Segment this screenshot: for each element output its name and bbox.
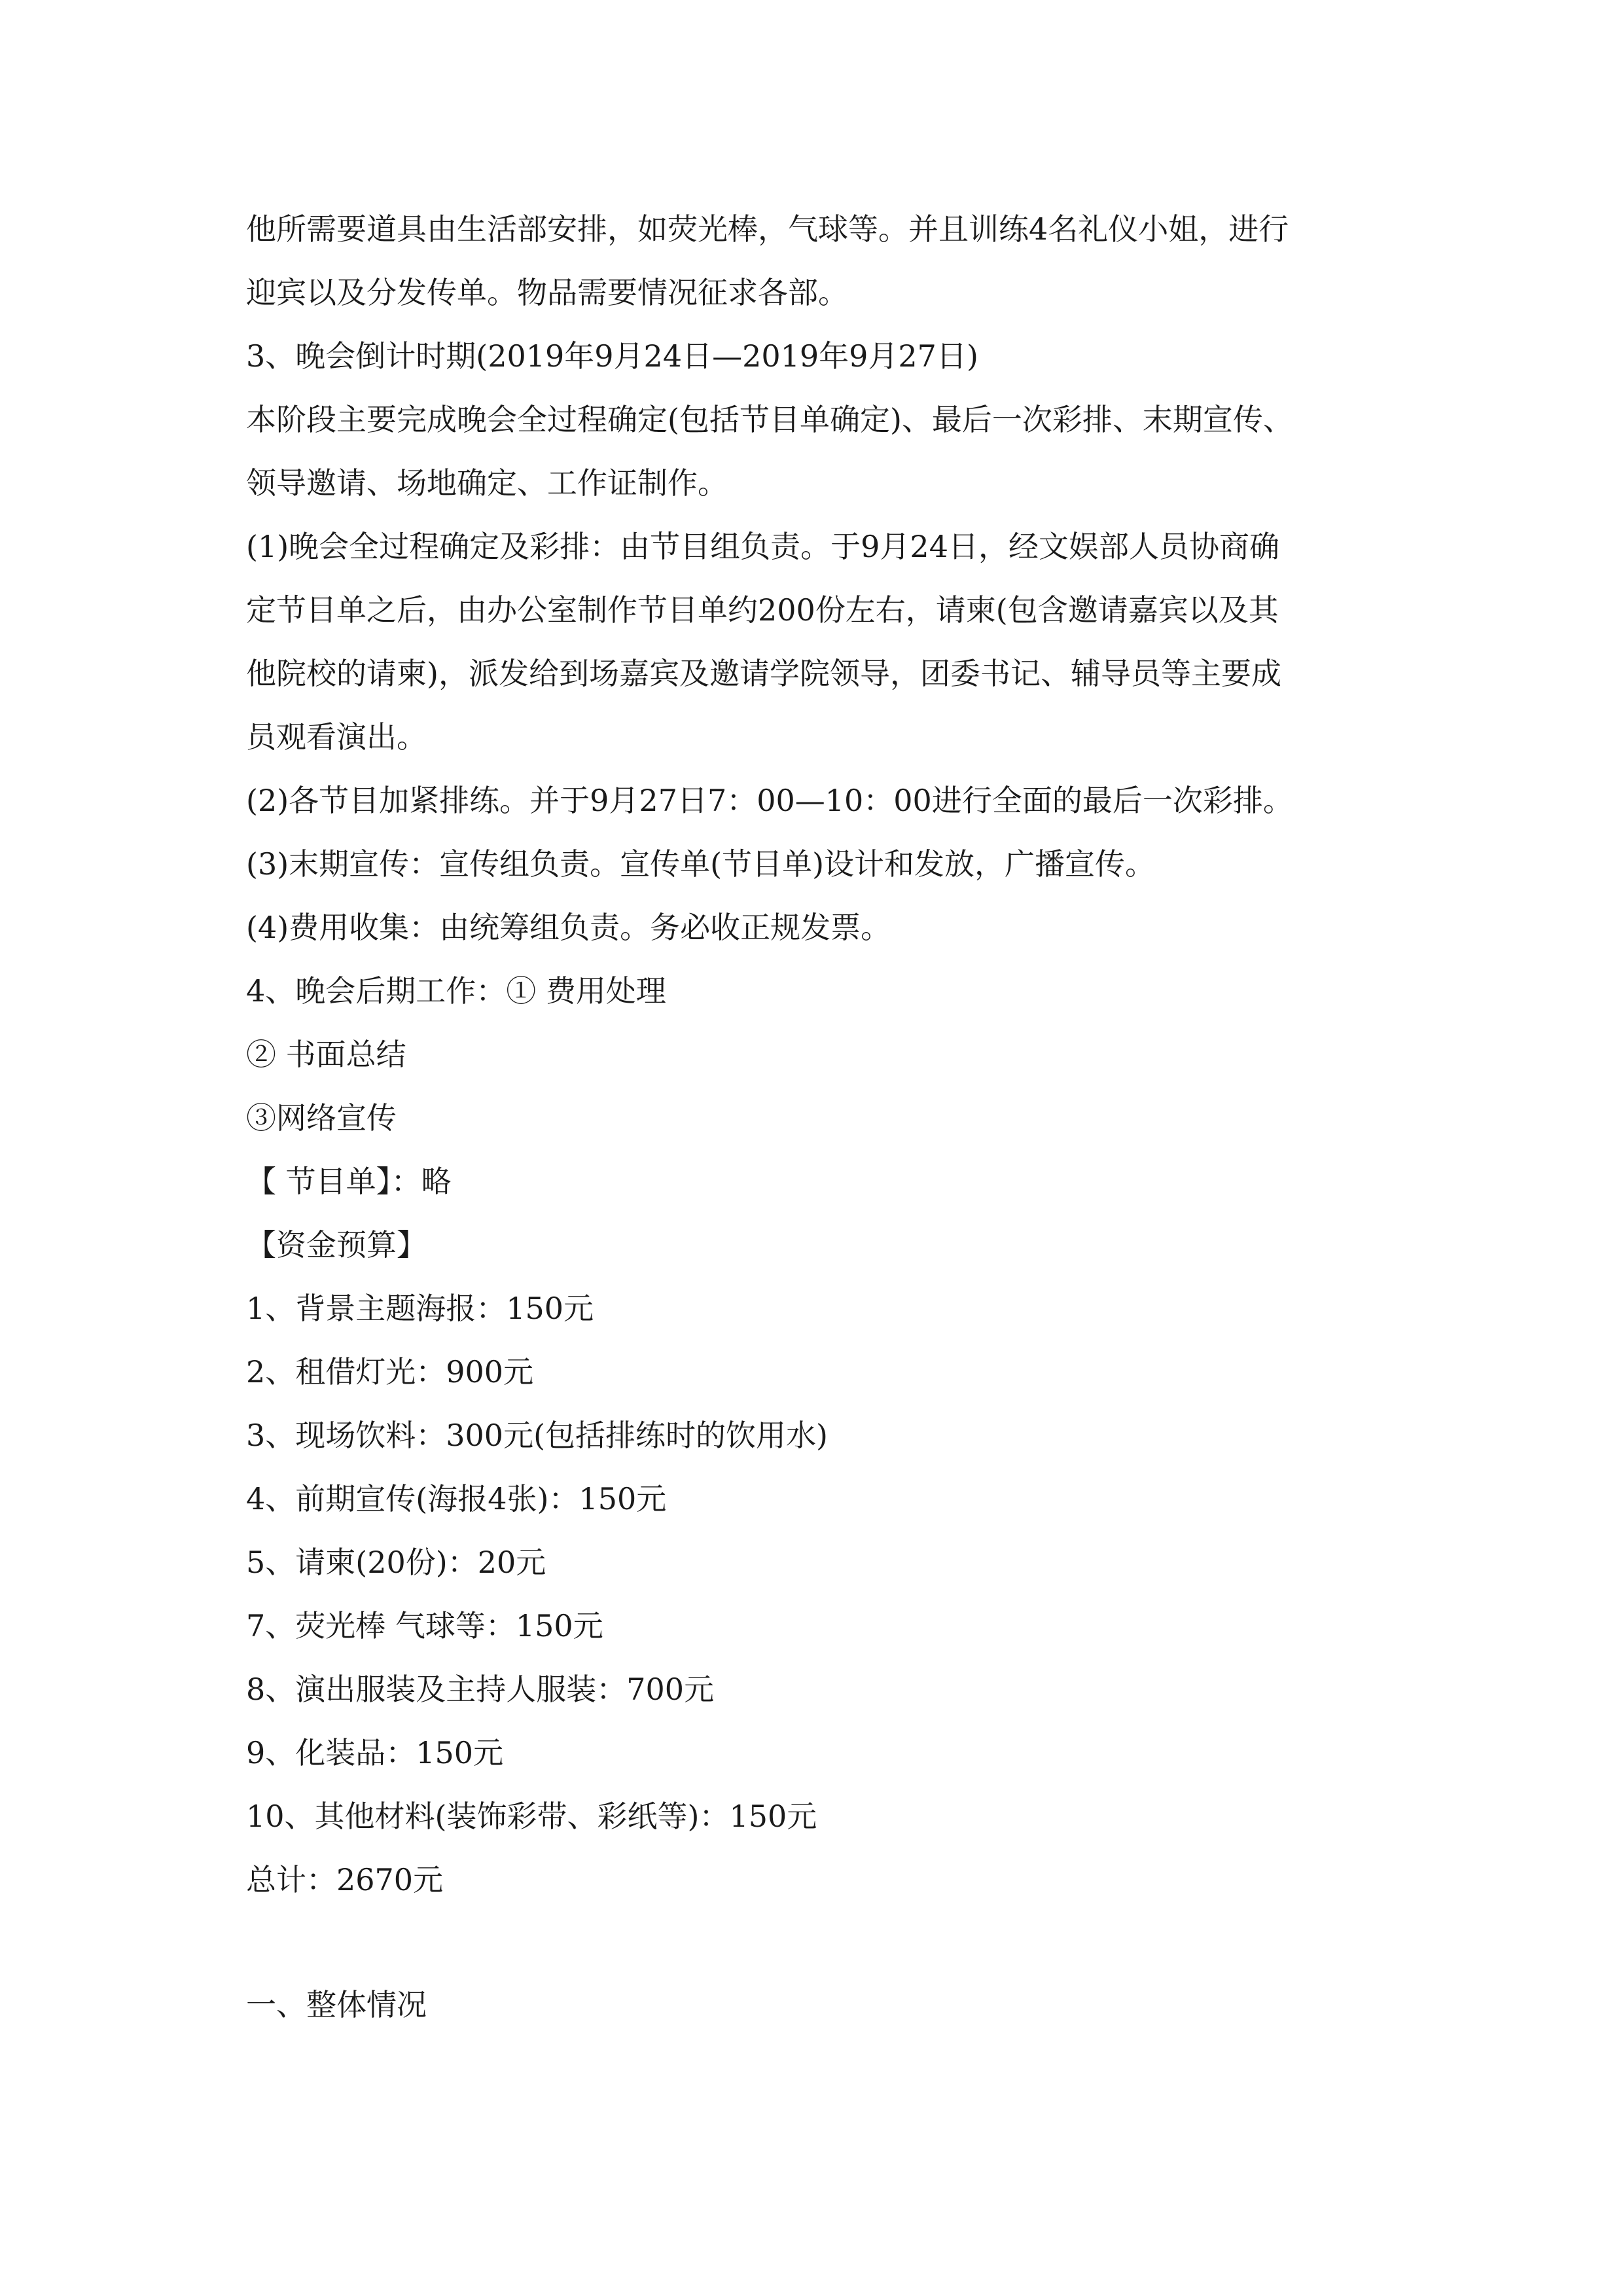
text-line-1: 他所需要道具由生活部安排，如荧光棒，气球等。并且训练4名礼仪小姐，进行 bbox=[246, 211, 1289, 247]
text-line-13: 4、晚会后期工作：① 费用处理 bbox=[246, 973, 666, 1009]
text-line-20: 3、现场饮料：300元(包括排练时的饮用水) bbox=[246, 1418, 828, 1453]
text-line-15: ③网络宣传 bbox=[246, 1100, 397, 1136]
text-line-6: (1)晚会全过程确定及彩排：由节目组负责。于9月24日，经文娱部人员协商确 bbox=[246, 529, 1279, 564]
text-line-27: 总计：2670元 bbox=[246, 1862, 444, 1897]
text-line-8: 他院校的请柬)，派发给到场嘉宾及邀请学院领导，团委书记、辅导员等主要成 bbox=[246, 656, 1281, 691]
text-line-26: 10、其他材料(装饰彩带、彩纸等)：150元 bbox=[246, 1799, 817, 1834]
text-line-4: 本阶段主要完成晚会全过程确定(包括节目单确定)、最后一次彩排、末期宣传、 bbox=[246, 402, 1293, 437]
text-line-19: 2、租借灯光：900元 bbox=[246, 1354, 534, 1390]
text-line-7: 定节目单之后，由办公室制作节目单约200份左右，请柬(包含邀请嘉宾以及其 bbox=[246, 592, 1279, 628]
text-line-14: ② 书面总结 bbox=[246, 1037, 406, 1072]
text-line-17: 【资金预算】 bbox=[246, 1227, 427, 1263]
text-line-5: 领导邀请、场地确定、工作证制作。 bbox=[246, 465, 728, 501]
text-line-3: 3、晚会倒计时期(2019年9月24日—2019年9月27日) bbox=[246, 338, 978, 374]
text-line-9: 员观看演出。 bbox=[246, 719, 427, 755]
text-line-2: 迎宾以及分发传单。物品需要情况征求各部。 bbox=[246, 275, 848, 310]
text-line-16: 【 节目单】：略 bbox=[246, 1164, 452, 1199]
text-line-10: (2)各节目加紧排练。并于9月27日7：00—10：00进行全面的最后一次彩排。 bbox=[246, 783, 1293, 818]
text-line-22: 5、请柬(20份)：20元 bbox=[246, 1545, 546, 1580]
text-line-11: (3)末期宣传：宣传组负责。宣传单(节目单)设计和发放，广播宣传。 bbox=[246, 846, 1156, 882]
text-line-18: 1、背景主题海报：150元 bbox=[246, 1291, 594, 1326]
text-line-23: 7、荧光棒 气球等：150元 bbox=[246, 1608, 603, 1643]
text-line-24: 8、演出服装及主持人服装：700元 bbox=[246, 1672, 715, 1707]
text-line-25: 9、化装品：150元 bbox=[246, 1735, 504, 1770]
text-line-21: 4、前期宣传(海报4张)：150元 bbox=[246, 1481, 667, 1516]
text-line-12: (4)费用收集：由统筹组负责。务必收正规发票。 bbox=[246, 910, 891, 945]
section-heading: 一、整体情况 bbox=[246, 1987, 427, 2022]
